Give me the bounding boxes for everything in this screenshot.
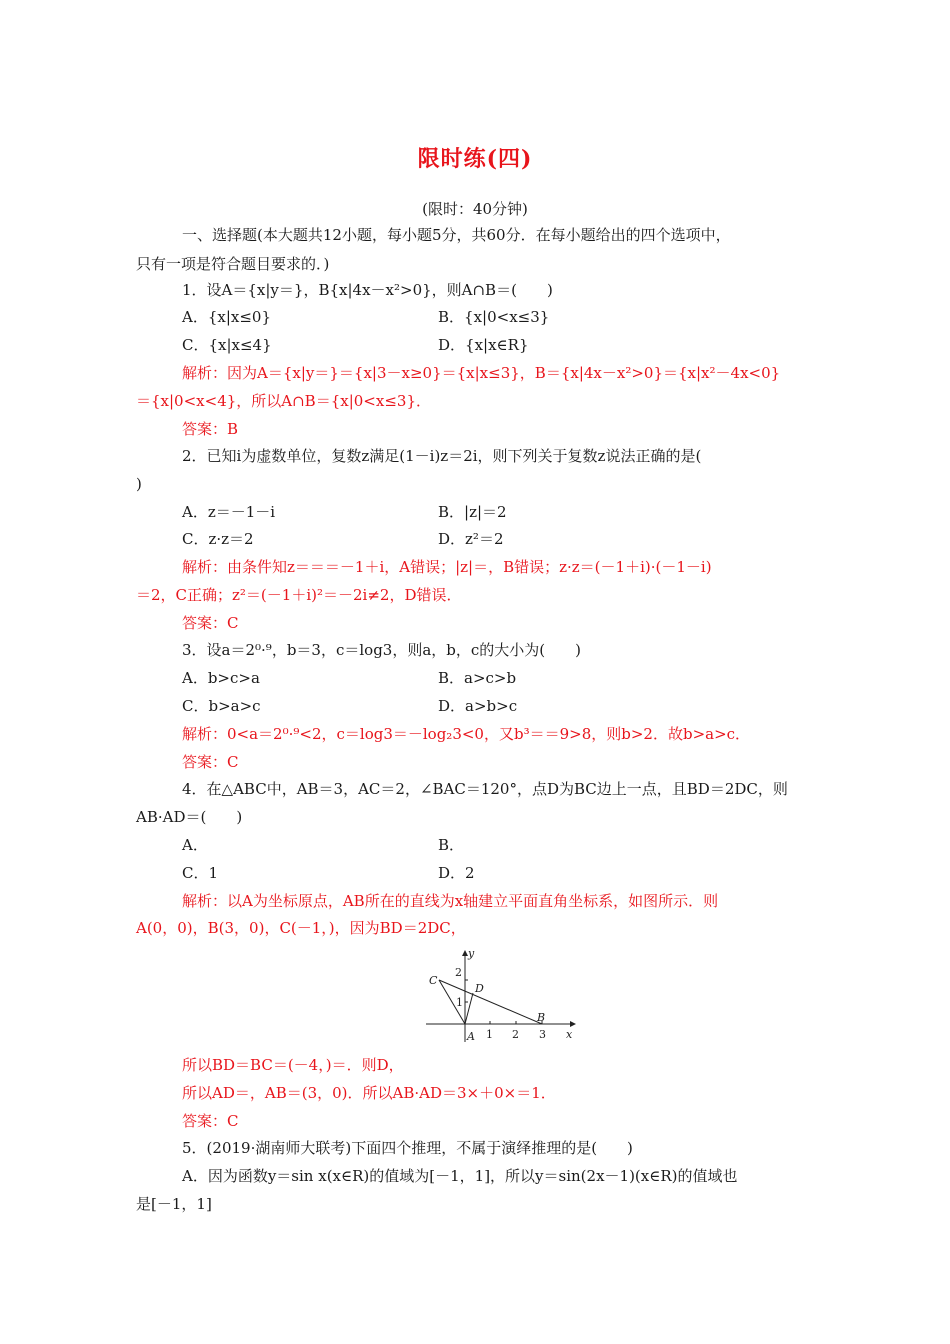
q5-option-a-line2: 是[－1，1] (136, 1195, 212, 1213)
figure-label-y: y (468, 947, 475, 960)
q4-analysis-line4: 所以AD＝，AB＝(3，0)．所以AB·AD＝3×＋0×＝1． (182, 1084, 556, 1102)
q1-option-c: C．{x|x≤4} (182, 336, 272, 354)
section-intro-line1: 一、选择题(本大题共12小题，每小题5分，共60分．在每小题给出的四个选项中， (182, 226, 731, 244)
figure-tick-x2: 2 (512, 1028, 519, 1041)
q5-option-a-line1: A．因为函数y＝sin x(x∈R)的值域为[－1，1]，所以y＝sin(2x－1)(x∈R)的值域也 (182, 1167, 738, 1185)
figure-tick-x1: 1 (486, 1028, 493, 1041)
q4-option-c: C．1 (182, 864, 219, 882)
q2-option-b: B．|z|＝2 (438, 503, 507, 521)
figure-tick-y1: 1 (456, 996, 463, 1009)
q1-option-b: B．{x|0<x≤3} (438, 308, 550, 326)
q2-answer: 答案：C (182, 614, 239, 632)
q1-option-a: A．{x|x≤0} (182, 308, 272, 326)
q1-analysis-line2: ＝{x|0<x<4}，所以A∩B＝{x|0<x≤3}． (136, 392, 431, 410)
q4-option-a: A． (182, 836, 208, 854)
q3-option-b: B．a>c>b (438, 669, 517, 687)
q2-analysis-line1: 解析：由条件知z＝＝＝－1＋i，A错误；|z|＝，B错误；z·z＝(－1＋i)·(－1－i) (182, 558, 712, 576)
figure-label-b: B (537, 1011, 546, 1024)
q3-option-d: D．a>b>c (438, 697, 518, 715)
q4-stem-line1: 4．在△ABC中，AB＝3，AC＝2，∠BAC＝120°，点D为BC边上一点，且BD＝2DC，则 (182, 780, 788, 798)
q1-analysis-line1: 解析：因为A＝{x|y＝}＝{x|3－x≥0}＝{x|x≤3}，B＝{x|4x－x²>0}＝{x|x²－4x<0} (182, 364, 781, 382)
time-limit: (限时：40分钟) (422, 200, 528, 218)
q2-option-d: D．z²＝2 (438, 530, 504, 548)
q3-stem: 3．设a＝2⁰·⁹，b＝3，c＝log3，则a，b，c的大小为( ) (182, 641, 581, 659)
coordinate-figure (420, 946, 580, 1044)
figure-label-a: A (467, 1030, 475, 1043)
q4-option-d: D．2 (438, 864, 475, 882)
page-title: 限时练(四) (417, 146, 533, 172)
q5-stem: 5．(2019·湖南师大联考)下面四个推理，不属于演绎推理的是( ) (182, 1139, 633, 1157)
q3-answer: 答案：C (182, 753, 239, 771)
figure-label-c: C (429, 974, 438, 987)
figure-tick-y2: 2 (455, 966, 462, 979)
figure-tick-x3: 3 (539, 1028, 546, 1041)
q4-analysis-line2: A(0，0)，B(3，0)，C(－1，)，因为BD＝2DC， (136, 919, 466, 937)
q3-analysis: 解析：0<a＝2⁰·⁹<2，c＝log3＝－log₂3<0，又b³＝＝9>8，则b>2．故b>a>c． (182, 725, 751, 743)
q3-option-c: C．b>a>c (182, 697, 261, 715)
q2-option-c: C．z·z＝2 (182, 530, 254, 548)
q3-option-a: A．b>c>a (182, 669, 260, 687)
q2-option-a: A．z＝－1－i (182, 503, 276, 521)
q4-stem-line2: AB·AD＝( ) (136, 808, 243, 826)
q2-analysis-line2: ＝2，C正确；z²＝(－1＋i)²＝－2i≠2，D错误． (136, 586, 462, 604)
q4-option-b: B． (438, 836, 465, 854)
q4-answer: 答案：C (182, 1112, 239, 1130)
q2-stem-line2: ) (136, 475, 142, 493)
q4-analysis-line1: 解析：以A为坐标原点，AB所在的直线为x轴建立平面直角坐标系，如图所示．则 (182, 892, 719, 910)
q4-analysis-line3: 所以BD＝BC＝(－4，)＝．则D， (182, 1056, 404, 1074)
figure-label-x: x (566, 1028, 573, 1041)
figure-label-d: D (475, 982, 484, 995)
section-intro-line2: 只有一项是符合题目要求的．) (136, 255, 330, 273)
q2-stem-line1: 2．已知i为虚数单位，复数z满足(1－i)z＝2i，则下列关于复数z说法正确的是( (182, 447, 702, 465)
q1-stem: 1．设A＝{x|y＝}，B{x|4x－x²>0}，则A∩B＝( ) (182, 281, 553, 299)
q1-option-d: D．{x|x∈R} (438, 336, 529, 354)
q1-answer: 答案：B (182, 420, 239, 438)
